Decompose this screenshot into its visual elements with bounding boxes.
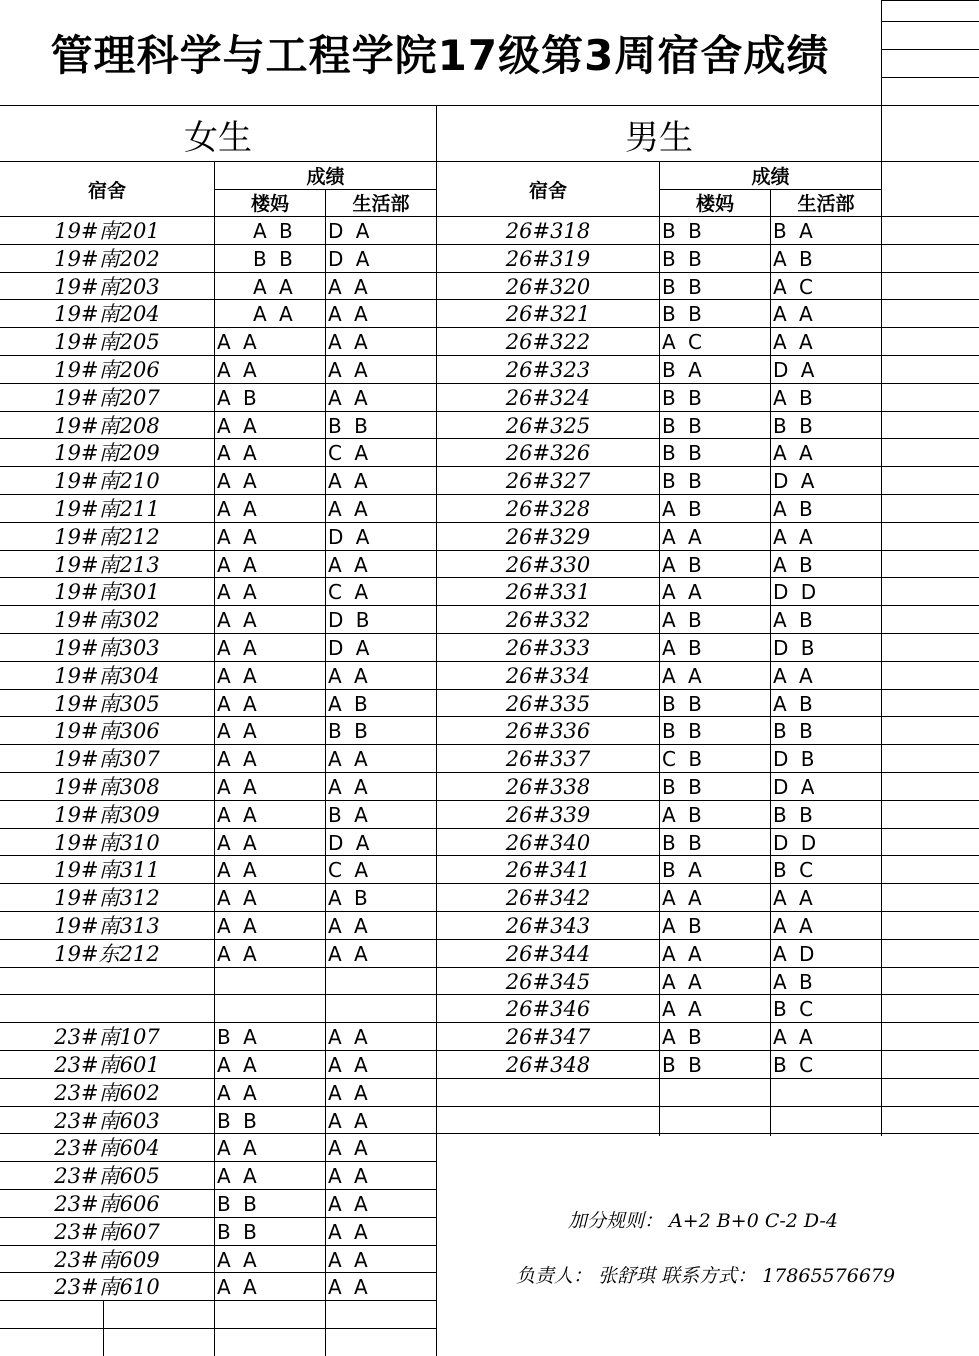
female-dormmom-grade: A A <box>217 775 260 799</box>
female-dorm-cell: 23#南607 <box>54 1220 160 1244</box>
male-dormmom-grade: B B <box>662 1053 705 1077</box>
male-dorm-cell: 26#326 <box>505 441 591 465</box>
female-dormmom-grade: A A <box>217 914 260 938</box>
female-dorm-cell: 19#南206 <box>54 358 160 382</box>
female-dorm-cell: 19#南304 <box>54 664 160 688</box>
female-life-grade: A A <box>328 302 371 326</box>
female-life-grade: C A <box>328 580 372 604</box>
grid-vline <box>103 1300 104 1356</box>
male-life-grade: A B <box>773 970 816 994</box>
female-dormmom-grade: A A <box>217 803 260 827</box>
female-dorm-cell <box>0 995 214 1023</box>
female-life-grade: D A <box>328 525 373 549</box>
female-dorm-cell: 19#南201 <box>54 219 160 243</box>
male-dormmom-grade: A B <box>662 553 705 577</box>
female-dormmom-grade: A B <box>217 386 260 410</box>
female-dorm-cell: 23#南604 <box>54 1136 160 1160</box>
female-life-grade: A A <box>328 747 371 771</box>
female-dormmom-grade: A A <box>217 858 260 882</box>
female-dorm-cell: 19#南204 <box>54 302 160 326</box>
female-life-grade: A A <box>328 358 371 382</box>
female-dorm-cell: 19#南209 <box>54 441 160 465</box>
female-dormmom-grade: B B <box>217 1220 260 1244</box>
female-dorm-cell: 19#南211 <box>54 497 160 521</box>
male-dormmom-grade: B B <box>662 692 705 716</box>
male-life-grade: A D <box>773 942 818 966</box>
male-dorm-cell: 26#342 <box>505 886 591 910</box>
male-dormmom-grade: A A <box>662 664 705 688</box>
female-dormmom-grade: B A <box>217 1025 260 1049</box>
female-dormmom-grade: A A <box>217 553 260 577</box>
male-life-grade: A A <box>773 914 816 938</box>
female-life-grade: B B <box>328 719 371 743</box>
female-dorm-cell: 23#南606 <box>54 1192 160 1216</box>
female-dorm-cell: 19#南207 <box>54 386 160 410</box>
male-dormmom-grade: A B <box>662 636 705 660</box>
male-dormmom-grade: B A <box>662 358 705 382</box>
female-life-grade: A A <box>328 1136 371 1160</box>
female-dorm-cell: 23#南603 <box>54 1109 160 1133</box>
male-life-grade: D D <box>773 580 820 604</box>
male-dormmom-grade: B A <box>662 858 705 882</box>
female-dorm-cell: 23#南609 <box>54 1248 160 1272</box>
male-dorm-cell: 26#346 <box>505 997 591 1021</box>
male-life-grade: D B <box>773 636 818 660</box>
male-dormmom-grade: B B <box>662 302 705 326</box>
male-life-grade: B B <box>773 719 816 743</box>
male-dorm-cell: 26#334 <box>505 664 591 688</box>
female-life-grade: D A <box>328 219 373 243</box>
male-dorm-cell: 26#335 <box>505 692 591 716</box>
female-dormmom-grade: B B <box>217 1192 260 1216</box>
male-life-grade: A A <box>773 441 816 465</box>
female-life-grade: A A <box>328 1081 371 1105</box>
female-dormmom-grade: A A <box>217 1248 260 1272</box>
female-life-grade: D B <box>328 608 373 632</box>
male-dorm-cell: 26#331 <box>505 580 591 604</box>
male-dormmom-grade: B B <box>662 831 705 855</box>
male-dormmom-grade: A B <box>662 608 705 632</box>
contact-note: 负责人： 张舒琪 联系方式： 17865576679 <box>516 1265 896 1287</box>
male-dormmom-header: 楼妈 <box>695 193 734 215</box>
male-dorm-cell: 26#333 <box>505 636 591 660</box>
female-dorm-cell: 19#南313 <box>54 914 160 938</box>
male-dormmom-grade: A A <box>662 525 705 549</box>
female-dorm-cell: 23#南107 <box>54 1025 160 1049</box>
male-dorm-cell: 26#348 <box>505 1053 591 1077</box>
female-dorm-cell: 19#南205 <box>54 330 160 354</box>
male-score-header: 成绩 <box>751 166 790 188</box>
male-life-grade: B B <box>773 803 816 827</box>
male-life-grade: A A <box>773 330 816 354</box>
female-dormmom-grade: A A <box>217 580 260 604</box>
male-life-grade: B C <box>773 1053 817 1077</box>
female-dorm-cell: 23#南602 <box>54 1081 160 1105</box>
male-life-header: 生活部 <box>797 193 855 215</box>
grid-vline <box>214 161 215 1356</box>
male-dorm-cell: 26#337 <box>505 747 591 771</box>
female-life-grade: D A <box>328 831 373 855</box>
male-dorm-cell: 26#327 <box>505 469 591 493</box>
female-life-grade: D A <box>328 636 373 660</box>
male-dormmom-grade: A C <box>662 330 706 354</box>
male-life-grade: A B <box>773 553 816 577</box>
male-section-title: 男生 <box>625 117 693 158</box>
female-dorm-cell: 19#南309 <box>54 803 160 827</box>
female-dorm-cell: 19#南311 <box>54 858 160 882</box>
male-dormmom-grade: A A <box>662 970 705 994</box>
female-dorm-cell: 19#南303 <box>54 636 160 660</box>
male-dorm-cell: 26#329 <box>505 525 591 549</box>
female-dormmom-grade: A A <box>217 441 260 465</box>
female-dorm-cell: 19#南302 <box>54 608 160 632</box>
male-dorm-cell: 26#338 <box>505 775 591 799</box>
male-dormmom-grade: A A <box>662 886 705 910</box>
male-dorm-cell: 26#324 <box>505 386 591 410</box>
male-dormmom-grade: A B <box>662 803 705 827</box>
female-dormmom-grade: A A <box>217 886 260 910</box>
female-life-grade: A B <box>328 692 371 716</box>
male-life-grade: A A <box>773 664 816 688</box>
female-life-grade: C A <box>328 858 372 882</box>
female-life-grade: A A <box>328 469 371 493</box>
male-dormmom-grade: B B <box>662 719 705 743</box>
female-dormmom-grade: A A <box>217 1275 260 1299</box>
female-dorm-cell: 23#南610 <box>54 1275 160 1299</box>
male-dorm-cell: 26#319 <box>505 247 591 271</box>
female-dormmom-grade: A A <box>217 330 260 354</box>
female-dormmom-grade: A A <box>217 608 260 632</box>
male-dormmom-grade: B B <box>662 775 705 799</box>
male-dormmom-grade: B B <box>662 469 705 493</box>
male-dorm-cell: 26#344 <box>505 942 591 966</box>
female-life-grade: A A <box>328 942 371 966</box>
male-dormmom-grade: C B <box>662 747 706 771</box>
male-dormmom-grade: B B <box>662 386 705 410</box>
male-dormmom-grade: B B <box>662 414 705 438</box>
female-dormmom-grade: A A <box>217 831 260 855</box>
female-life-grade: A A <box>328 275 371 299</box>
female-dorm-cell: 19#东212 <box>54 942 160 966</box>
female-dormmom-grade: A A <box>217 747 260 771</box>
male-dorm-cell: 26#325 <box>505 414 591 438</box>
grid-hline <box>881 105 979 106</box>
female-dormmom-grade: A A <box>217 942 260 966</box>
female-dorm-header: 宿舍 <box>87 179 126 202</box>
female-life-grade: A A <box>328 1192 371 1216</box>
male-life-grade: D D <box>773 831 820 855</box>
grid-hline <box>0 1328 436 1329</box>
female-dormmom-grade: A B <box>253 219 296 243</box>
male-life-grade: A A <box>773 302 816 326</box>
female-life-grade: C A <box>328 441 372 465</box>
male-life-grade: B B <box>773 414 816 438</box>
female-dormmom-grade: B B <box>217 1109 260 1133</box>
female-life-grade: A B <box>328 886 371 910</box>
grid-vline <box>659 161 660 1136</box>
female-score-header: 成绩 <box>306 166 345 188</box>
male-dorm-cell: 26#323 <box>505 358 591 382</box>
male-dormmom-grade: A A <box>662 997 705 1021</box>
male-dorm-header: 宿舍 <box>528 179 567 202</box>
scoring-rule-note: 加分规则： A+2 B+0 C-2 D-4 <box>568 1210 838 1232</box>
female-dorm-cell <box>0 968 214 996</box>
female-dorm-cell: 19#南308 <box>54 775 160 799</box>
female-life-grade: A A <box>328 386 371 410</box>
male-dormmom-grade: B B <box>662 247 705 271</box>
male-life-grade: A B <box>773 692 816 716</box>
page-title: 管理科学与工程学院17级第3周宿舍成绩 <box>50 30 830 80</box>
male-dormmom-grade: A B <box>662 1025 705 1049</box>
female-dorm-cell: 23#南605 <box>54 1164 160 1188</box>
grid-hline <box>0 105 979 106</box>
female-life-grade: A A <box>328 1053 371 1077</box>
female-dormmom-grade: A A <box>217 719 260 743</box>
female-section-title: 女生 <box>184 117 252 158</box>
female-dorm-cell: 19#南202 <box>54 247 160 271</box>
female-life-grade: A A <box>328 553 371 577</box>
male-dormmom-grade: B B <box>662 275 705 299</box>
female-life-grade: A A <box>328 775 371 799</box>
female-dorm-cell: 19#南305 <box>54 692 160 716</box>
male-dorm-cell: 26#322 <box>505 330 591 354</box>
female-dormmom-grade: A A <box>253 275 296 299</box>
female-dormmom-grade: A A <box>217 1053 260 1077</box>
male-dorm-cell: 26#343 <box>505 914 591 938</box>
female-life-grade: A A <box>328 1220 371 1244</box>
male-life-grade: D A <box>773 469 818 493</box>
female-life-grade: B A <box>328 803 371 827</box>
male-life-grade: A C <box>773 275 817 299</box>
male-dorm-cell: 26#328 <box>505 497 591 521</box>
female-dormmom-grade: A A <box>253 302 296 326</box>
male-dorm-cell: 26#345 <box>505 970 591 994</box>
female-dorm-cell: 19#南306 <box>54 719 160 743</box>
female-dorm-cell: 19#南210 <box>54 469 160 493</box>
female-dorm-cell: 19#南203 <box>54 275 160 299</box>
male-dorm-cell: 26#320 <box>505 275 591 299</box>
male-dorm-cell: 26#341 <box>505 858 591 882</box>
grid-hline <box>881 49 979 50</box>
male-dormmom-grade: A A <box>662 942 705 966</box>
grid-hline <box>881 21 979 22</box>
male-life-grade: A A <box>773 1025 816 1049</box>
female-life-grade: A A <box>328 914 371 938</box>
male-dormmom-grade: B B <box>662 219 705 243</box>
female-life-grade: B B <box>328 414 371 438</box>
male-dormmom-grade: A B <box>662 497 705 521</box>
male-life-grade: D B <box>773 747 818 771</box>
male-dorm-cell: 26#340 <box>505 831 591 855</box>
female-dormmom-grade: A A <box>217 525 260 549</box>
female-life-grade: A A <box>328 1248 371 1272</box>
female-dorm-cell: 19#南213 <box>54 553 160 577</box>
male-life-grade: B C <box>773 997 817 1021</box>
female-dormmom-grade: A A <box>217 469 260 493</box>
female-life-grade: D A <box>328 247 373 271</box>
female-life-grade: A A <box>328 330 371 354</box>
male-dorm-cell: 26#336 <box>505 719 591 743</box>
female-dorm-cell: 19#南208 <box>54 414 160 438</box>
male-life-grade: A A <box>773 525 816 549</box>
female-life-header: 生活部 <box>352 193 410 215</box>
grid-hline <box>881 0 979 1</box>
male-dorm-cell: 26#330 <box>505 553 591 577</box>
female-dorm-cell: 19#南312 <box>54 886 160 910</box>
male-life-grade: A B <box>773 386 816 410</box>
female-dormmom-grade: A A <box>217 664 260 688</box>
female-life-grade: A A <box>328 1025 371 1049</box>
male-dorm-cell: 26#339 <box>505 803 591 827</box>
male-life-grade: B A <box>773 219 816 243</box>
male-dorm-cell: 26#332 <box>505 608 591 632</box>
male-dorm-cell: 26#347 <box>505 1025 591 1049</box>
female-life-grade: A A <box>328 497 371 521</box>
female-dorm-cell: 19#南301 <box>54 580 160 604</box>
male-life-grade: D A <box>773 775 818 799</box>
female-dormmom-grade: A A <box>217 497 260 521</box>
male-life-grade: A B <box>773 247 816 271</box>
grid-hline <box>437 1106 979 1107</box>
male-dorm-cell: 26#321 <box>505 302 591 326</box>
male-life-grade: A B <box>773 497 816 521</box>
female-dormmom-grade: A A <box>217 636 260 660</box>
male-dormmom-grade: A A <box>662 580 705 604</box>
female-dorm-cell: 23#南601 <box>54 1053 160 1077</box>
female-life-grade: A A <box>328 664 371 688</box>
male-dormmom-grade: B B <box>662 441 705 465</box>
grid-hline <box>881 77 979 78</box>
female-life-grade: A A <box>328 1109 371 1133</box>
male-dorm-cell: 26#318 <box>505 219 591 243</box>
female-dorm-cell: 19#南212 <box>54 525 160 549</box>
female-life-grade: A A <box>328 1275 371 1299</box>
female-life-grade: A A <box>328 1164 371 1188</box>
female-dormmom-grade: A A <box>217 1081 260 1105</box>
female-dormmom-header: 楼妈 <box>250 193 289 215</box>
female-dorm-cell: 19#南310 <box>54 831 160 855</box>
female-dormmom-grade: A A <box>217 1164 260 1188</box>
female-dormmom-grade: A A <box>217 414 260 438</box>
grid-vline <box>881 0 882 1136</box>
female-dormmom-grade: B B <box>253 247 296 271</box>
female-dormmom-grade: A A <box>217 358 260 382</box>
male-life-grade: B C <box>773 858 817 882</box>
male-life-grade: A B <box>773 608 816 632</box>
grid-hline <box>437 1133 979 1134</box>
female-dormmom-grade: A A <box>217 1136 260 1160</box>
male-life-grade: D A <box>773 358 818 382</box>
female-dormmom-grade: A A <box>217 692 260 716</box>
male-life-grade: A A <box>773 886 816 910</box>
male-dormmom-grade: A B <box>662 914 705 938</box>
female-dorm-cell: 19#南307 <box>54 747 160 771</box>
